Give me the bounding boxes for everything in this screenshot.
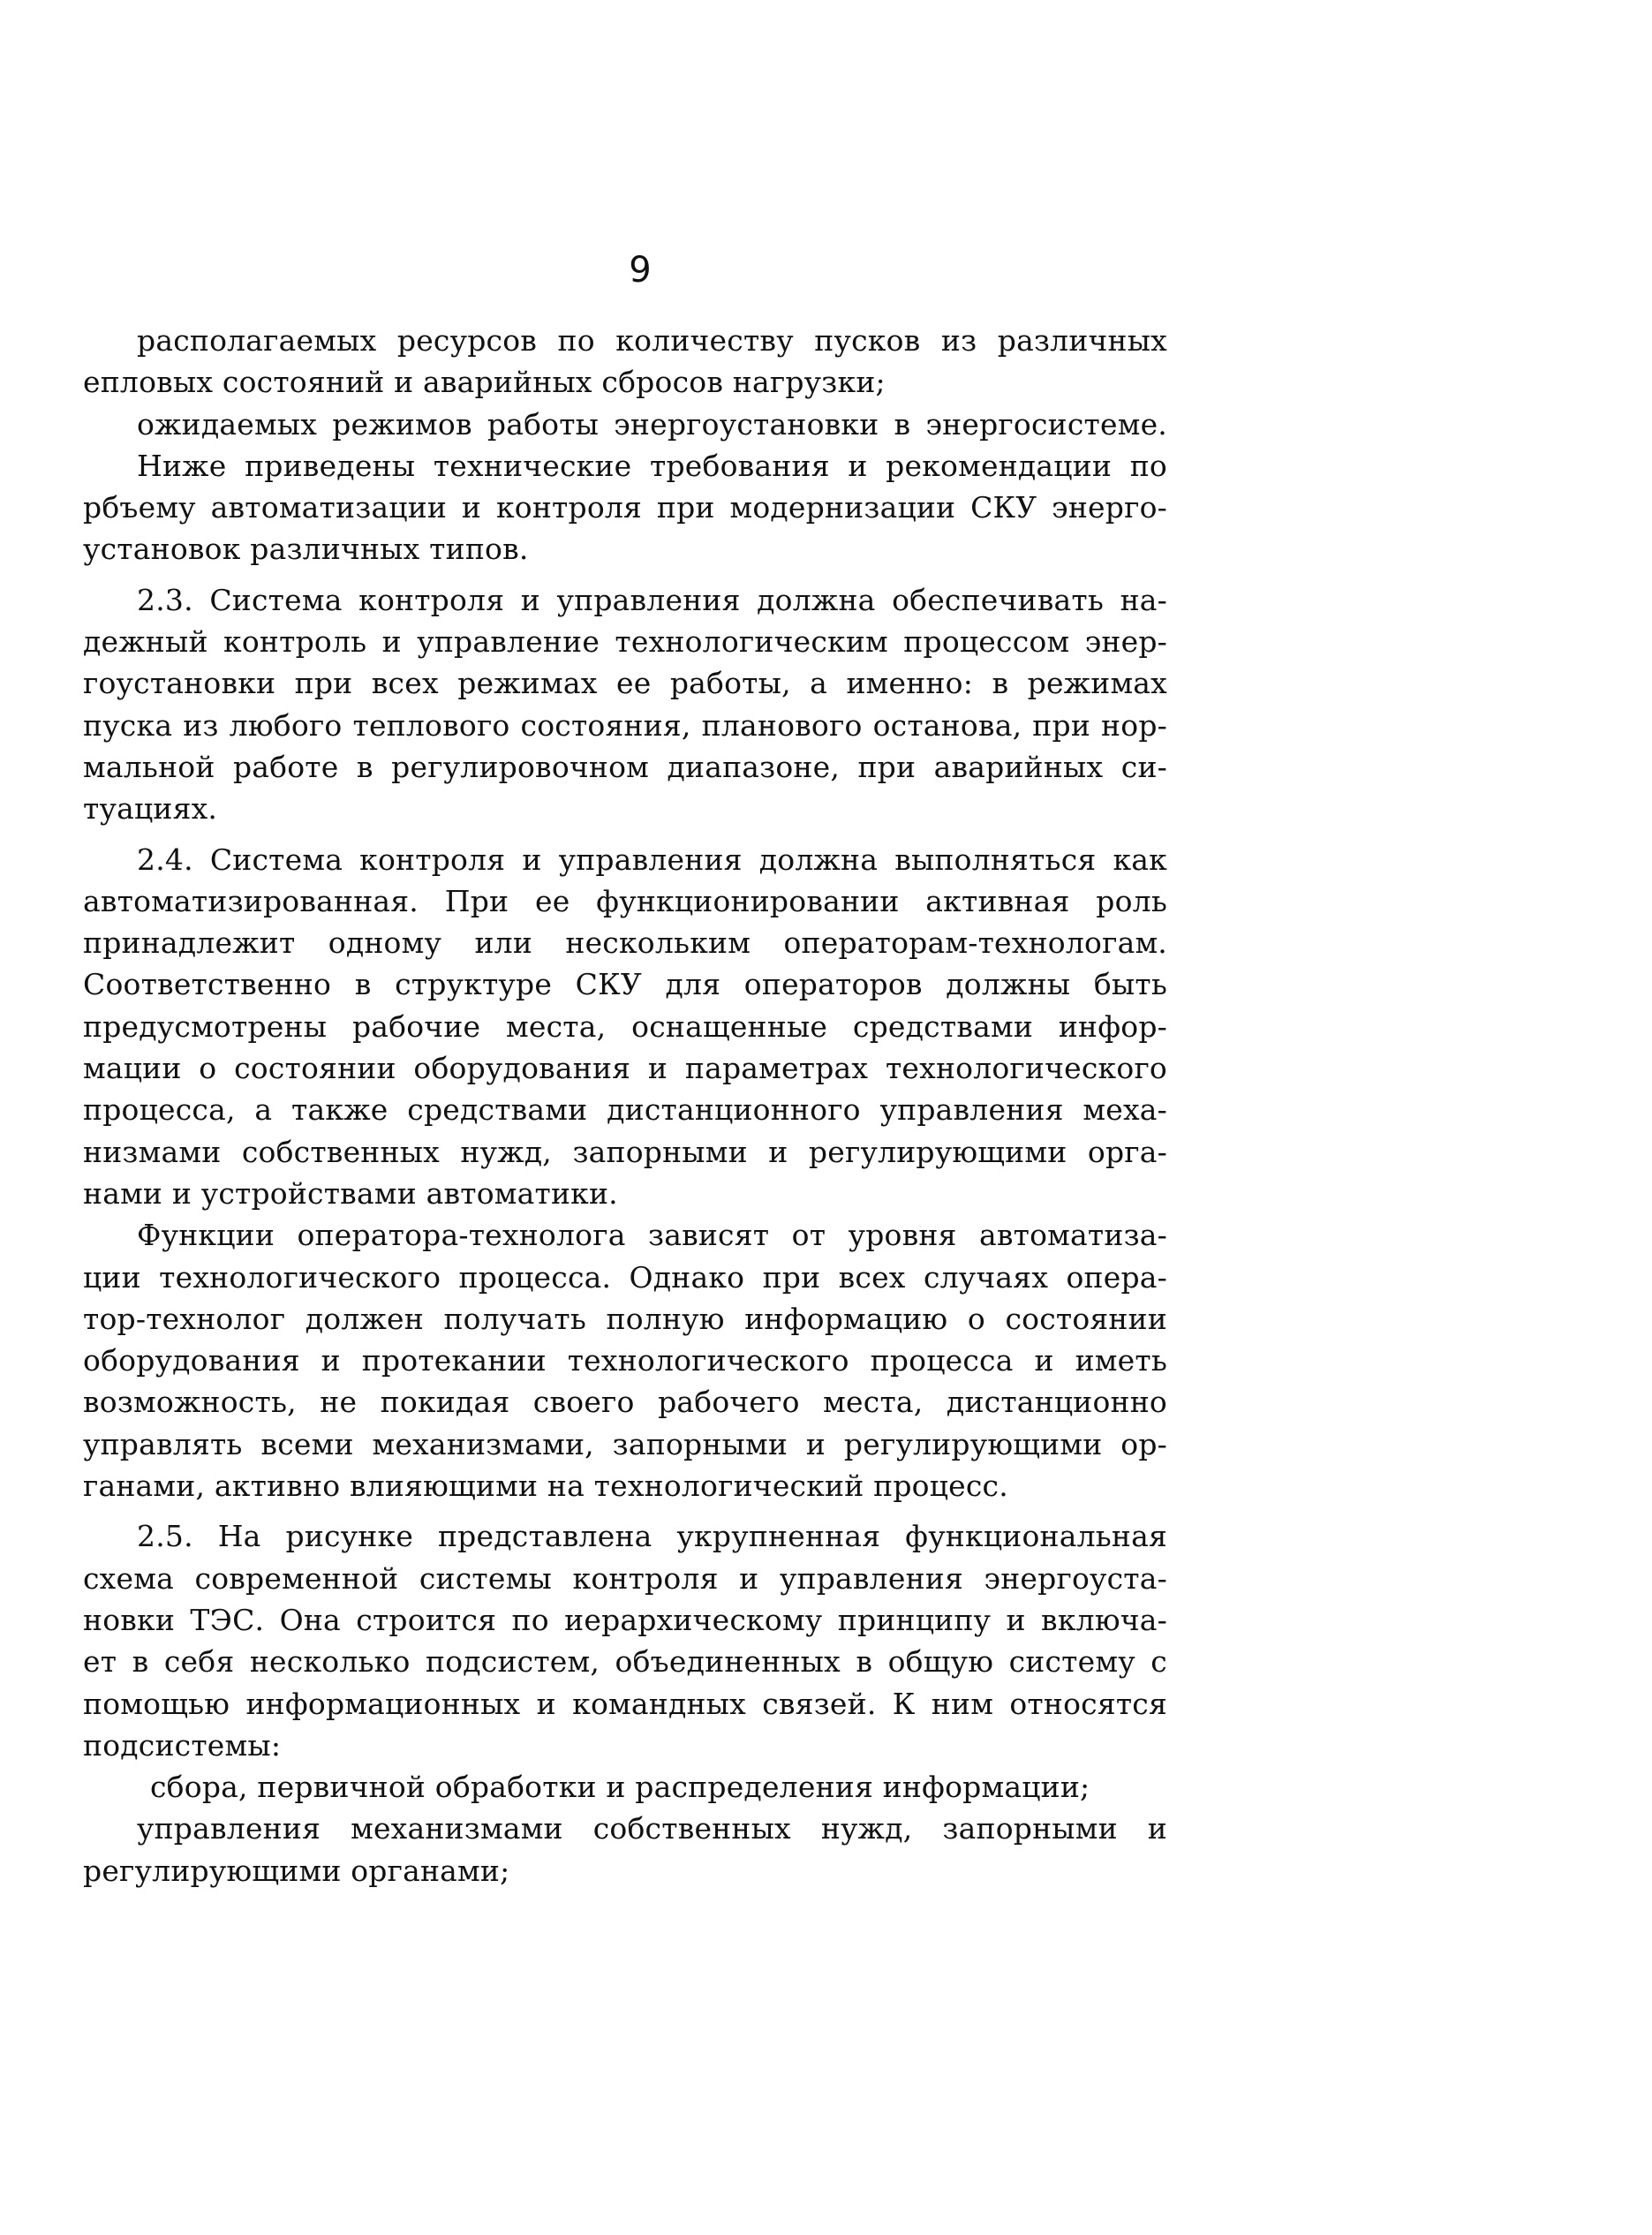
text-line: подсистемы: xyxy=(83,1727,282,1763)
text-line: мации о состоянии оборудования и параметрах технологического xyxy=(83,1051,1167,1086)
text-line: тор-технолог должен получать полную информацию о состоянии xyxy=(83,1301,1167,1336)
text-line: дежный контроль и управление технологическим процессом энер- xyxy=(83,624,1167,660)
text-line: мальной работе в регулировочном диапазоне, при аварийных си- xyxy=(83,749,1167,784)
text-line: 2.4. Система контроля и управления должна выполняться как xyxy=(137,842,1167,877)
text-line: сбора, первичной обработки и распределения информации; xyxy=(150,1770,1090,1805)
text-line: помощью информационных и командных связей. К ним относятся xyxy=(83,1686,1167,1721)
text-line: управлять всеми механизмами, запорными и регулирующими ор- xyxy=(83,1426,1167,1461)
text-line: пуска из любого теплового состояния, планового останова, при нор- xyxy=(83,707,1167,743)
text-line: ожидаемых режимов работы энергоустановки в энергосистеме. xyxy=(137,406,1167,442)
text-line: Соответственно в структуре СКУ для операторов должны быть xyxy=(83,967,1167,1002)
text-line: ет в себя несколько подсистем, объединенных в общую систему с xyxy=(83,1644,1167,1680)
text-line: установок различных типов. xyxy=(83,532,529,567)
text-line: рбъему автоматизации и контроля при модернизации СКУ энерго- xyxy=(83,490,1167,525)
body-text xyxy=(83,320,1167,1891)
text-line: возможность, не покидая своего рабочего места, дистанционно xyxy=(83,1385,1167,1420)
text-line: оборудования и протекании технологического процесса и иметь xyxy=(83,1343,1167,1378)
text-line: низмами собственных нужд, запорными и регулирующими орга- xyxy=(83,1134,1167,1169)
text-line: автоматизированная. При ее функционировании активная роль xyxy=(83,883,1167,918)
text-line: процесса, а также средствами дистанционного управления меха- xyxy=(83,1092,1167,1128)
text-line: предусмотрены рабочие места, оснащенные средствами инфор- xyxy=(83,1008,1167,1044)
text-line: принадлежит одному или нескольким операторам-технологам. xyxy=(83,925,1167,961)
text-line: располагаемых ресурсов по количеству пусков из различных xyxy=(137,323,1167,358)
text-line: регулирующими органами; xyxy=(83,1853,510,1888)
text-line: Ниже приведены технические требования и рекомендации по xyxy=(137,448,1167,483)
text-line: новки ТЭС. Она строится по иерархическому принципу и включа- xyxy=(83,1602,1167,1637)
text-line: гоустановки при всех режимах ее работы, а именно: в режимах xyxy=(83,666,1167,701)
text-line: епловых состояний и аварийных сбросов нагрузки; xyxy=(83,365,886,400)
text-line: управления механизмами собственных нужд, запорными и xyxy=(137,1811,1167,1846)
text-line: ганами, активно влияющими на технологический процесс. xyxy=(83,1469,1008,1504)
text-line: 2.5. На рисунке представлена укрупненная функциональная xyxy=(137,1519,1167,1554)
text-line: схема современной системы контроля и управления энергоуста- xyxy=(83,1560,1167,1596)
text-line: 2.3. Система контроля и управления должна обеспечивать на- xyxy=(137,582,1167,617)
text-line: туациях. xyxy=(83,791,218,827)
text-line: ции технологического процесса. Однако при всех случаях опера- xyxy=(83,1259,1167,1295)
text-line: нами и устройствами автоматики. xyxy=(83,1175,618,1211)
text-line: Функции оператора-технолога зависят от уровня автоматиза- xyxy=(137,1218,1167,1253)
page-number: 9 xyxy=(629,250,652,291)
